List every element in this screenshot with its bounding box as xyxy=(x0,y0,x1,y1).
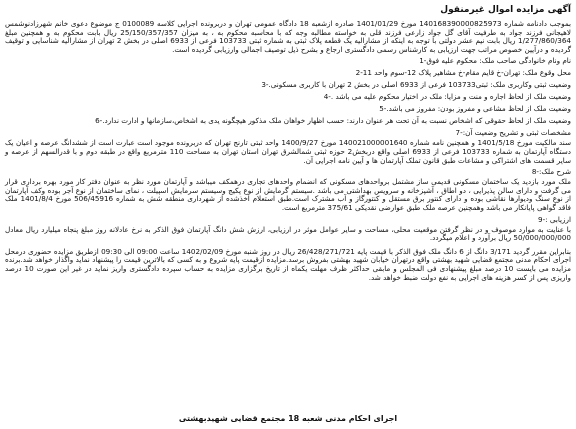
item-legal-rights: وضعیت ملک از لحاظ حقوقی که اشخاص نسبت به آن تحت هر عنوان دارند: حسب اظهار خواهان ملک مذکور هیچگونه یدی به اشخاص،سازمانها و ادارت ندارد.-6 xyxy=(95,116,571,126)
item-description: ملک مورد بازدید یک ساختمان مسکونی قدیمی ساز مشتمل برواحدهای مسکونی که انضمام واحدهای تجاری درهمکف میباشد و آپارتمان مورد نظر به عنوان دفتر کار مورد بهره برداری قرار می گرفت و دارای سالن پذیرایی ، دو اطاق ، آشپزخانه و سرویس بهداشتی می باشد .سیستم گرمایش از نوع پکیج وسیستم سرمایش اسپیلت ، نمای ساختمان از نوع آجر بوده وکف آپارتمان از نوع سنگ ودیوارها نقاشی بوده و دارای کنتور برق مستقل و کنتورگاز و آب مشترک است.طبق استعلام اخذشده از شهرداری منطقه شش به شماره 506/45916 مورخ 1401/8/4 ملک فاقد گواهی پایانکار می باشد وهمچنین عرصه ملک طبق عوارضی نقدیکی 375/61 مترمربع است. xyxy=(5,177,571,212)
issuer-signature: اجرای احکام مدنی شعبه 18 مجتمع قضایی شهیدبهشتی xyxy=(178,414,398,423)
item-lease-status: وضعیت ملک از لحاظ اجاره و منت و مزایا: ملک در اختیار محکوم علیه می باشد .-4 xyxy=(323,92,571,102)
item-description-heading: شرح ملک:-8 xyxy=(531,167,571,177)
intro-paragraph: بموجب دادنامه شماره 140168390000825973 مورخ 1401/01/29 صادره ازشعبه 18 دادگاه عمومی تهران و دربرونده اجرایی کلاسه 0100089 ج موضوع دعوی خانم شهرزادنوشمس لاهیجانی فرزند جواد به طرفیت آقای گل جواد زارعی فرزند قلی به خواسته مطالبه وجه که با محاسبه محکوم به ، به میزان 25/150/357/357 ریال بابت محکوم به و همچنین مبلغ 1/277/860/364 ریال بابت نیم عشر دولتی با توجه به اینکه از مشارالیه یک قطعه پلاک ثبتی به شماره ثبتی 103733 فرعی از 6933 اصلی در بخش 2 تهران از مشارالیه شناسایی و توقیف گردیده و درآیین خصوص مراتب جهت ارزیابی به کارشناس رسمی دادگستری ارجاع و بشرح ذیل توصیف اجمالی وارزیابی گردیده است. xyxy=(5,19,571,54)
item-valuation: با عنایت به موارد موصوف و در نظر گرفتن موقعیت محلی، مساحت و سایر عوامل موثر در ارزیابی، ارزش شش دانگ آپارتمان فوق الذکر به نرخ عادلانه روز مبلغ پنجاه میلیارد ریال معادل 50/000/000/000 ریال برآورد و اعلام میگردد. xyxy=(5,224,571,243)
item-registration: وضعیت ثبتی وکاربری ملک: ثبتی103733 فرعی از 6933 اصلی در بخش 2 تهران با کاربری مسکونی.-3 xyxy=(261,80,571,90)
auction-terms: بنابراین مقرر گردید 3/171 دانگ از 6 دانگ ملک فوق الذکر با قیمت پایه 26/428/271/721 ریال در روز شنبه مورخ 1402/02/09 ساعت 09:00 الی 09:30 ازطریق مزایده حضوری درمحل اجرای احکام مدنی مجتمع قضایی شهید بهشتی واقع درتهران خیابان شهید بهشتی بفروش برسد.مزایده ازقیمت پایه شروع و به کسی که بالاترین قیمت را پیشنهاد نماید واگذار خواهد شد.برنده مزایده می بایست 10 درصد مبلغ پیشنهادی فی المجلس و مابقی حداکثر ظرف مهلت یکماه از تاریخ برگزاری مزایده به حساب سپرده دادگستری واریز نماید در غیر این صورت 10 درصد واریزی پس از کسر هزینه های اجرایی به نفع دولت ضبط خواهد شد. xyxy=(5,246,572,282)
notice-title: آگهی مزایده اموال غیرمنقول xyxy=(440,5,571,15)
item-registration-details: سند مالکیت مورخ 1401/5/18 و همچنین نامه شماره 140021000001640 مورخ 1400/9/27 واحد ثبتی تارنج تهران که دربرونده موجود است عبارت است از ششدانگ عرصه و اعیان یک دستگاه آپارتمان به شماره 103733 فرعی از 6933 اصلی واقع دربخش2 حوزه ثبتی شمالشرق تهران استان تهران به مساحت 110 مترمربع واقع در طبقه دوم و با قدرالسهم از عرصه و سایر قسمت های اشتراکی و مشاعات طبق قانون تملک آپارتمان ها و آیین نامه اجرایی آن. xyxy=(5,138,571,165)
item-shared-status: وضعیت ملک از لحاظ مشاعی و مفروز بودن: مفروز می باشد.-5 xyxy=(379,104,571,114)
item-valuation-heading: ارزیابی :-9 xyxy=(538,214,571,224)
item-location: محل وقوع ملک: تهران-خ قایم مقام-خ مشاهیر پلاک 12-سوم واحد 11-2 xyxy=(355,68,571,78)
item-owner: نام ونام خانوادگی صاحب ملک: محکوم علیه فوق-1 xyxy=(419,56,571,66)
item-registration-details-heading: مشخصات ثبتی و تشریح وضعیت آن:-7 xyxy=(455,128,571,138)
